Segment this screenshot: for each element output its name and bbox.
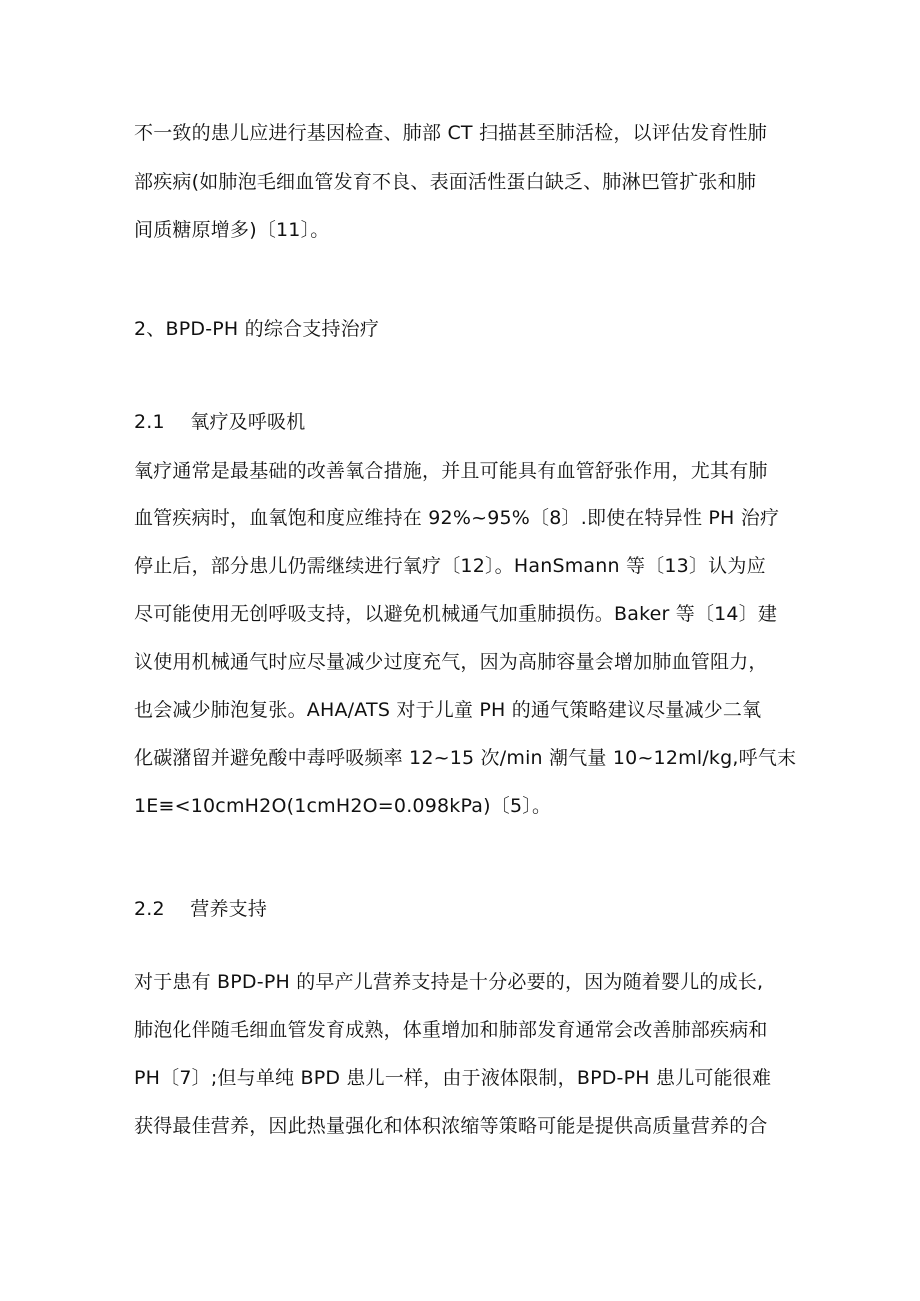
section-2-1-line-4: 尽可能使用无创呼吸支持，以避免机械通气加重肺损伤。Baker 等〔14〕建 <box>134 603 778 625</box>
section-2-1-line-3: 停止后，部分患儿仍需继续进行氧疗〔12〕。HanSmann 等〔13〕认为应 <box>134 555 766 577</box>
section-2-1-line-2: 血管疾病时，血氧饱和度应维持在 92%~95%〔8〕.即使在特异性 PH 治疗 <box>134 507 780 529</box>
section-2-heading: 2、BPD-PH 的综合支持治疗 <box>134 318 380 340</box>
section-2-1-line-7: 化碳潴留并避免酸中毒呼吸频率 12~15 次/min 潮气量 10~12ml/kg,呼气末 <box>134 747 797 769</box>
intro-line-1: 不一致的患儿应进行基因检查、肺部 CT 扫描甚至肺活检，以评估发育性肺 <box>134 122 767 144</box>
intro-line-3: 间质糖原增多)〔11〕。 <box>134 219 330 241</box>
section-2-2-line-1: 对于患有 BPD-PH 的早产儿营养支持是十分必要的，因为随着婴儿的成长, <box>134 971 764 993</box>
section-2-2-line-2: 肺泡化伴随毛细血管发育成熟，体重增加和肺部发育通常会改善肺部疾病和 <box>134 1019 768 1041</box>
section-2-1-line-5: 议使用机械通气时应尽量减少过度充气，因为高肺容量会增加肺血管阻力， <box>134 651 768 673</box>
section-2-2-line-3: PH〔7〕;但与单纯 BPD 患儿一样，由于液体限制，BPD-PH 患儿可能很难 <box>134 1067 772 1089</box>
section-2-2-line-4: 获得最佳营养，因此热量强化和体积浓缩等策略可能是提供高质量营养的合 <box>134 1115 768 1137</box>
section-2-1-line-1: 氧疗通常是最基础的改善氧合措施，并且可能具有血管舒张作用，尤其有肺 <box>134 460 768 482</box>
section-2-2-heading: 2.2 营养支持 <box>134 898 268 920</box>
section-2-1-line-6: 也会减少肺泡复张。AHA/ATS 对于儿童 PH 的通气策略建议尽量减少二氧 <box>134 699 762 721</box>
intro-line-2: 部疾病(如肺泡毛细血管发育不良、表面活性蛋白缺乏、肺淋巴管扩张和肺 <box>134 171 757 193</box>
section-2-1-line-8: 1E≡<10cmH2O(1cmH2O=0.098kPa)〔5〕。 <box>134 795 552 817</box>
section-2-1-heading: 2.1 氧疗及呼吸机 <box>134 411 306 433</box>
